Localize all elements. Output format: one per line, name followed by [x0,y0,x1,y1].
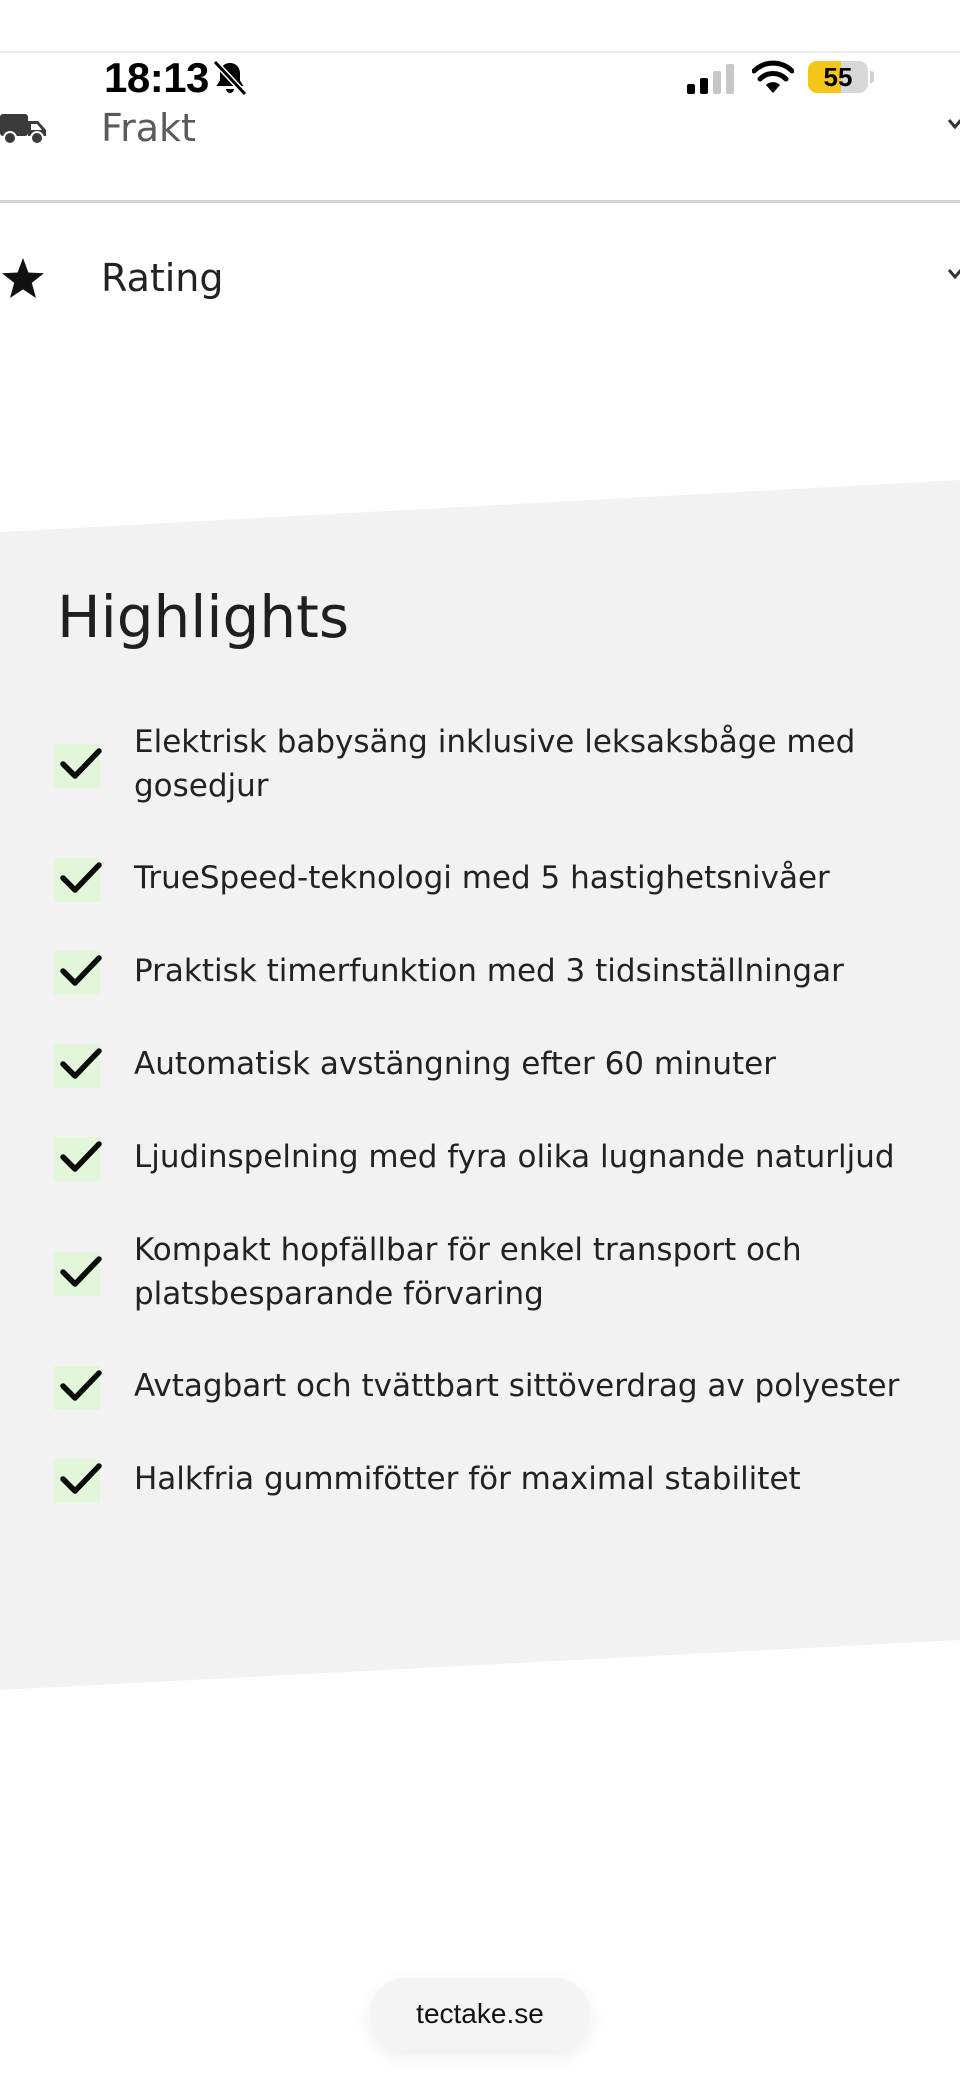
checkmark-icon [54,1248,102,1296]
accordion-rating-label: Rating [101,256,224,300]
highlight-text: Halkfria gummifötter för maximal stabilitet [134,1461,801,1497]
highlight-text: Kompakt hopfällbar för enkel transport och platsbesparande förvaring [134,1232,802,1312]
status-time: 18:13 [104,54,209,101]
accordion-shipping-label: Frakt [101,106,196,150]
checkmark-icon [54,1133,102,1181]
checkmark-icon [54,1362,102,1410]
wifi-icon [752,60,794,94]
star-icon [0,256,46,300]
highlight-text: Ljudinspelning med fyra olika lugnande naturljud [134,1139,895,1175]
battery-icon [808,61,874,93]
accordion-rating[interactable] [0,250,960,310]
highlight-text: TrueSpeed-teknologi med 5 hastighetsnivåer [134,860,830,896]
accordion-shipping[interactable] [0,100,960,203]
checkmark-icon [54,1455,102,1503]
top-divider [0,51,960,53]
checkmark-icon [54,947,102,995]
truck-icon [0,110,48,146]
highlight-text: Avtagbart och tvättbart sittöverdrag av polyester [134,1368,900,1404]
checkmark-icon [54,854,102,902]
chevron-down-icon [948,118,960,130]
checkmark-icon [54,1040,102,1088]
browser-url-bar[interactable]: tectake.se [370,1978,590,2050]
cellular-signal-icon [687,64,735,94]
battery-level: 55 [823,62,853,92]
bell-slash-icon [212,59,248,97]
checkmark-icon [54,740,102,788]
highlight-text: Praktisk timerfunktion med 3 tidsinställningar [134,953,844,989]
highlight-text: Elektrisk babysäng inklusive leksaksbåge med gosedjur [134,724,856,804]
highlight-text: Automatisk avstängning efter 60 minuter [134,1046,776,1082]
highlights-title: Highlights [57,583,350,651]
chevron-down-icon [948,268,960,280]
